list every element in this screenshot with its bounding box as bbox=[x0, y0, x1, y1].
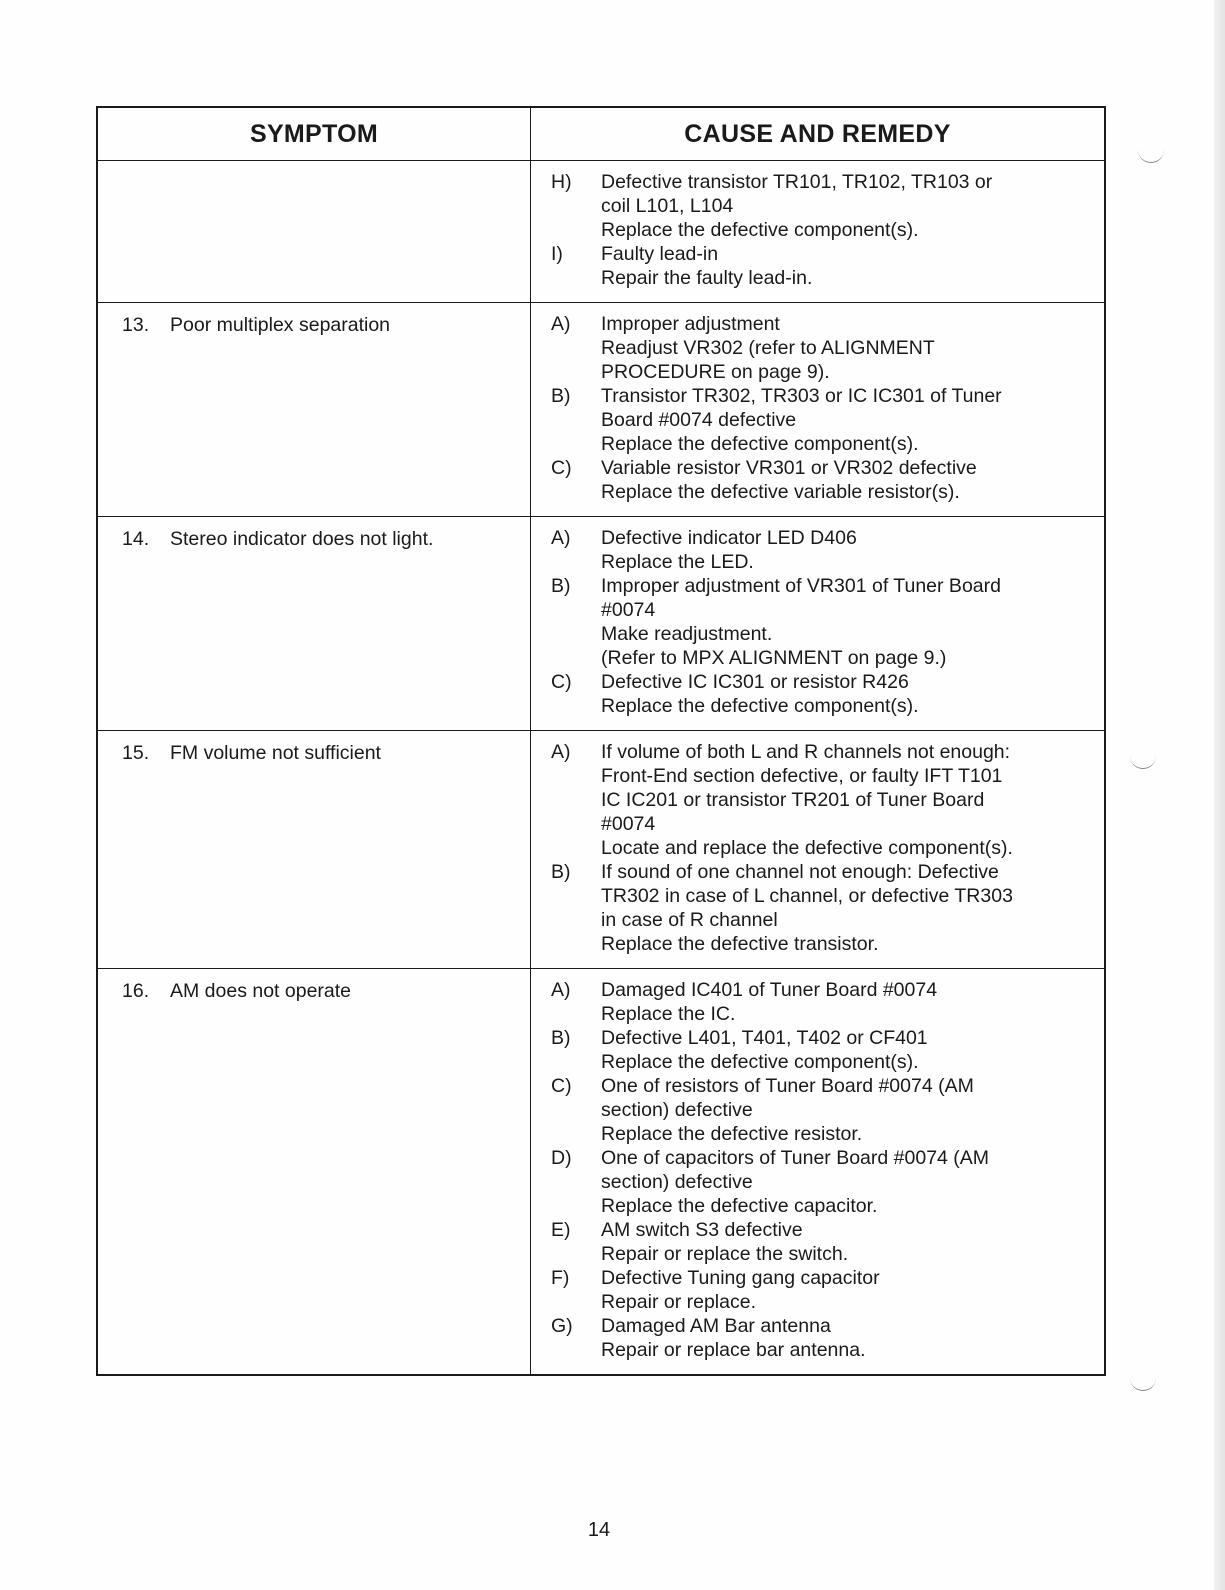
scan-mark bbox=[1138, 150, 1164, 163]
cause-text bbox=[601, 1314, 1104, 1362]
cause-line: Defective IC IC301 or resistor R426 bbox=[601, 671, 909, 693]
cause-item bbox=[551, 242, 1104, 290]
scan-mark bbox=[1130, 756, 1156, 769]
cause-letter: A) bbox=[551, 741, 571, 763]
cause-line: Defective L401, T401, T402 or CF401 bbox=[601, 1027, 928, 1049]
cause-item bbox=[551, 1218, 1104, 1266]
cause-item bbox=[551, 978, 1104, 1026]
symptom-cell bbox=[97, 303, 531, 517]
symptom-cell bbox=[97, 161, 531, 303]
cause-text bbox=[601, 312, 1104, 384]
symptom-number: 13. bbox=[122, 314, 150, 336]
cause-line: Readjust VR302 (refer to ALIGNMENT bbox=[601, 337, 935, 359]
cause-line: Damaged AM Bar antenna bbox=[601, 1315, 831, 1337]
cause-letter: B) bbox=[551, 861, 571, 883]
table-row bbox=[97, 517, 1105, 731]
page-binding-edge bbox=[1214, 0, 1225, 1590]
symptom-column-header: SYMPTOM bbox=[97, 107, 531, 161]
cause-text bbox=[601, 1074, 1104, 1146]
cause-text bbox=[601, 860, 1104, 956]
cause-item bbox=[551, 170, 1104, 242]
cause-line: Replace the defective component(s). bbox=[601, 1051, 919, 1073]
cause-line: Replace the defective transistor. bbox=[601, 933, 879, 955]
cause-line: If sound of one channel not enough: Defective bbox=[601, 861, 999, 883]
symptom-cell bbox=[97, 731, 531, 969]
cause-remedy-cell bbox=[531, 161, 1106, 303]
cause-line: section) defective bbox=[601, 1171, 753, 1193]
cause-text bbox=[601, 1026, 1104, 1074]
table-header-row bbox=[97, 107, 1105, 161]
cause-remedy-cell bbox=[531, 731, 1106, 969]
cause-letter: B) bbox=[551, 385, 571, 407]
cause-line: AM switch S3 defective bbox=[601, 1219, 803, 1241]
cause-line: IC IC201 or transistor TR201 of Tuner Board bbox=[601, 789, 985, 811]
cause-letter: F) bbox=[551, 1267, 570, 1289]
cause-remedy-column-header: CAUSE AND REMEDY bbox=[531, 107, 1106, 161]
table-row bbox=[97, 303, 1105, 517]
cause-text bbox=[601, 1146, 1104, 1218]
page-number: 14 bbox=[587, 1519, 611, 1541]
troubleshooting-table bbox=[96, 106, 1106, 1376]
cause-line: Transistor TR302, TR303 or IC IC301 of Tuner bbox=[601, 385, 1002, 407]
cause-line: Defective transistor TR101, TR102, TR103 or bbox=[601, 171, 993, 193]
cause-line: Replace the defective component(s). bbox=[601, 433, 919, 455]
cause-line: Variable resistor VR301 or VR302 defective bbox=[601, 457, 977, 479]
cause-item bbox=[551, 574, 1104, 670]
cause-item bbox=[551, 456, 1104, 504]
cause-line: Make readjustment. bbox=[601, 623, 773, 645]
cause-line: Front-End section defective, or faulty IFT T101 bbox=[601, 765, 1003, 787]
cause-letter: C) bbox=[551, 457, 572, 479]
cause-text bbox=[601, 740, 1104, 860]
cause-letter: B) bbox=[551, 575, 571, 597]
table-body bbox=[97, 161, 1105, 1376]
cause-line: Defective Tuning gang capacitor bbox=[601, 1267, 880, 1289]
cause-line: TR302 in case of L channel, or defective TR303 bbox=[601, 885, 1013, 907]
cause-letter: G) bbox=[551, 1315, 573, 1337]
cause-remedy-cell bbox=[531, 303, 1106, 517]
cause-line: Locate and replace the defective component(s). bbox=[601, 837, 1013, 859]
table-row bbox=[97, 161, 1105, 303]
symptom-number: 15. bbox=[122, 742, 150, 764]
symptom-cell bbox=[97, 969, 531, 1376]
cause-line: Improper adjustment bbox=[601, 313, 780, 335]
cause-letter: B) bbox=[551, 1027, 571, 1049]
cause-line: Repair or replace. bbox=[601, 1291, 756, 1313]
cause-item bbox=[551, 670, 1104, 718]
cause-text bbox=[601, 170, 1104, 242]
cause-item bbox=[551, 1074, 1104, 1146]
symptom-text: Stereo indicator does not light. bbox=[170, 528, 434, 550]
cause-remedy-cell bbox=[531, 969, 1106, 1376]
symptom-number: 14. bbox=[122, 528, 150, 550]
cause-item bbox=[551, 312, 1104, 384]
cause-line: One of capacitors of Tuner Board #0074 (AM bbox=[601, 1147, 990, 1169]
symptom-text: AM does not operate bbox=[170, 980, 352, 1002]
cause-letter: E) bbox=[551, 1219, 571, 1241]
table-row bbox=[97, 731, 1105, 969]
cause-text bbox=[601, 574, 1104, 670]
cause-line: Replace the defective capacitor. bbox=[601, 1195, 878, 1217]
cause-line: Replace the defective variable resistor(s). bbox=[601, 481, 960, 503]
cause-letter: H) bbox=[551, 171, 572, 193]
cause-line: Repair or replace bar antenna. bbox=[601, 1339, 866, 1361]
cause-line: in case of R channel bbox=[601, 909, 778, 931]
cause-line: Defective indicator LED D406 bbox=[601, 527, 857, 549]
symptom-cell bbox=[97, 517, 531, 731]
cause-line: section) defective bbox=[601, 1099, 753, 1121]
symptom-text: FM volume not sufficient bbox=[170, 742, 381, 764]
cause-line: Improper adjustment of VR301 of Tuner Board bbox=[601, 575, 1001, 597]
cause-letter: C) bbox=[551, 1075, 572, 1097]
symptom-text: Poor multiplex separation bbox=[170, 314, 391, 336]
table-row bbox=[97, 969, 1105, 1376]
cause-text bbox=[601, 1218, 1104, 1266]
symptom-number: 16. bbox=[122, 980, 150, 1002]
cause-item bbox=[551, 526, 1104, 574]
cause-item bbox=[551, 384, 1104, 456]
cause-line: Replace the defective resistor. bbox=[601, 1123, 863, 1145]
cause-line: Faulty lead-in bbox=[601, 243, 719, 265]
cause-letter: I) bbox=[551, 243, 563, 265]
cause-text bbox=[601, 384, 1104, 456]
cause-line: Replace the defective component(s). bbox=[601, 219, 919, 241]
cause-line: If volume of both L and R channels not enough: bbox=[601, 741, 1011, 763]
cause-line: Replace the LED. bbox=[601, 551, 754, 573]
cause-letter: A) bbox=[551, 527, 571, 549]
cause-text bbox=[601, 670, 1104, 718]
cause-text bbox=[601, 1266, 1104, 1314]
cause-letter: C) bbox=[551, 671, 572, 693]
cause-line: (Refer to MPX ALIGNMENT on page 9.) bbox=[601, 647, 947, 669]
cause-item bbox=[551, 1266, 1104, 1314]
cause-text bbox=[601, 526, 1104, 574]
cause-line: Repair the faulty lead-in. bbox=[601, 267, 813, 289]
cause-line: Damaged IC401 of Tuner Board #0074 bbox=[601, 979, 938, 1001]
cause-line: coil L101, L104 bbox=[601, 195, 734, 217]
cause-line: One of resistors of Tuner Board #0074 (AM bbox=[601, 1075, 974, 1097]
cause-item bbox=[551, 1146, 1104, 1218]
cause-line: Replace the IC. bbox=[601, 1003, 736, 1025]
cause-letter: A) bbox=[551, 313, 571, 335]
cause-line: Replace the defective component(s). bbox=[601, 695, 919, 717]
cause-text bbox=[601, 978, 1104, 1026]
scan-mark bbox=[1130, 1378, 1156, 1391]
cause-remedy-cell bbox=[531, 517, 1106, 731]
cause-letter: A) bbox=[551, 979, 571, 1001]
cause-item bbox=[551, 1314, 1104, 1362]
cause-line: Repair or replace the switch. bbox=[601, 1243, 849, 1265]
cause-text bbox=[601, 456, 1104, 504]
cause-item bbox=[551, 860, 1104, 956]
cause-line: PROCEDURE on page 9). bbox=[601, 361, 830, 383]
cause-line: Board #0074 defective bbox=[601, 409, 797, 431]
cause-item bbox=[551, 740, 1104, 860]
cause-line: #0074 bbox=[601, 813, 656, 835]
cause-line: #0074 bbox=[601, 599, 656, 621]
cause-text bbox=[601, 242, 1104, 290]
cause-letter: D) bbox=[551, 1147, 572, 1169]
cause-item bbox=[551, 1026, 1104, 1074]
